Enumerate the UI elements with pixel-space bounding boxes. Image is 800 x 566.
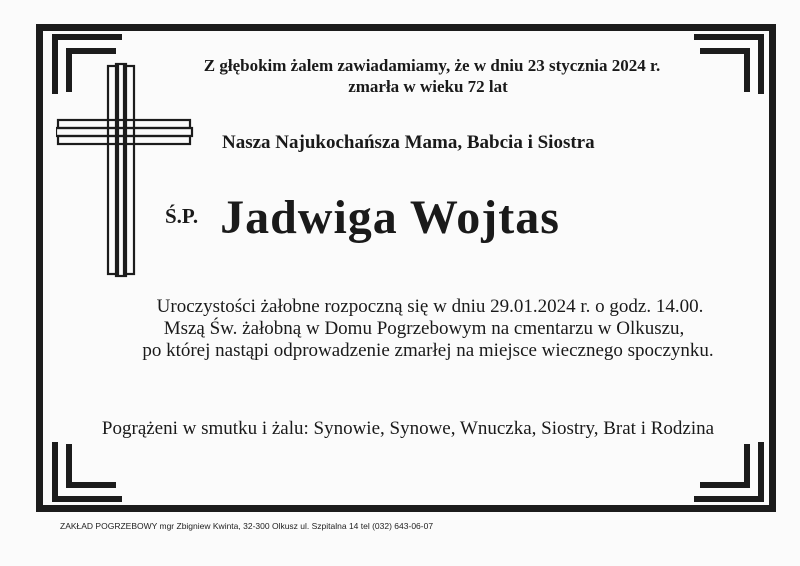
corner-ornament-bottom-left [52, 442, 122, 502]
funeral-home-footer: ZAKŁAD POGRZEBOWY mgr Zbigniew Kwinta, 32-300 Olkusz ul. Szpitalna 14 tel (032) 643-06-07 [60, 521, 434, 531]
deceased-name: Jadwiga Wojtas [220, 191, 560, 244]
mourners-line: Pogrążeni w smutku i żalu: Synowie, Synowe, Wnuczka, Siostry, Brat i Rodzina [101, 418, 715, 439]
announcement-line-1: Z głębokim żalem zawiadamiamy, że w dniu 23 stycznia 2024 r. [203, 56, 661, 75]
announcement-line-2: zmarła w wieku 72 lat [348, 77, 508, 96]
deceased-title [165, 190, 560, 245]
honorific: Ś.P. [165, 204, 199, 228]
ceremony-line-1: Uroczystości żałobne rozpoczną się w dniu 29.01.2024 r. o godz. 14.00. [156, 296, 704, 317]
ceremony-line-2: Mszą Św. żałobną w Domu Pogrzebowym na cmentarzu w Olkuszu, [163, 318, 685, 339]
ceremony-line-3: po której nastąpi odprowadzenie zmarłej na miejsce wiecznego spoczynku. [142, 340, 714, 361]
relation-line: Nasza Najukochańsza Mama, Babcia i Siostra [222, 132, 595, 153]
corner-ornament-bottom-right [694, 442, 764, 502]
